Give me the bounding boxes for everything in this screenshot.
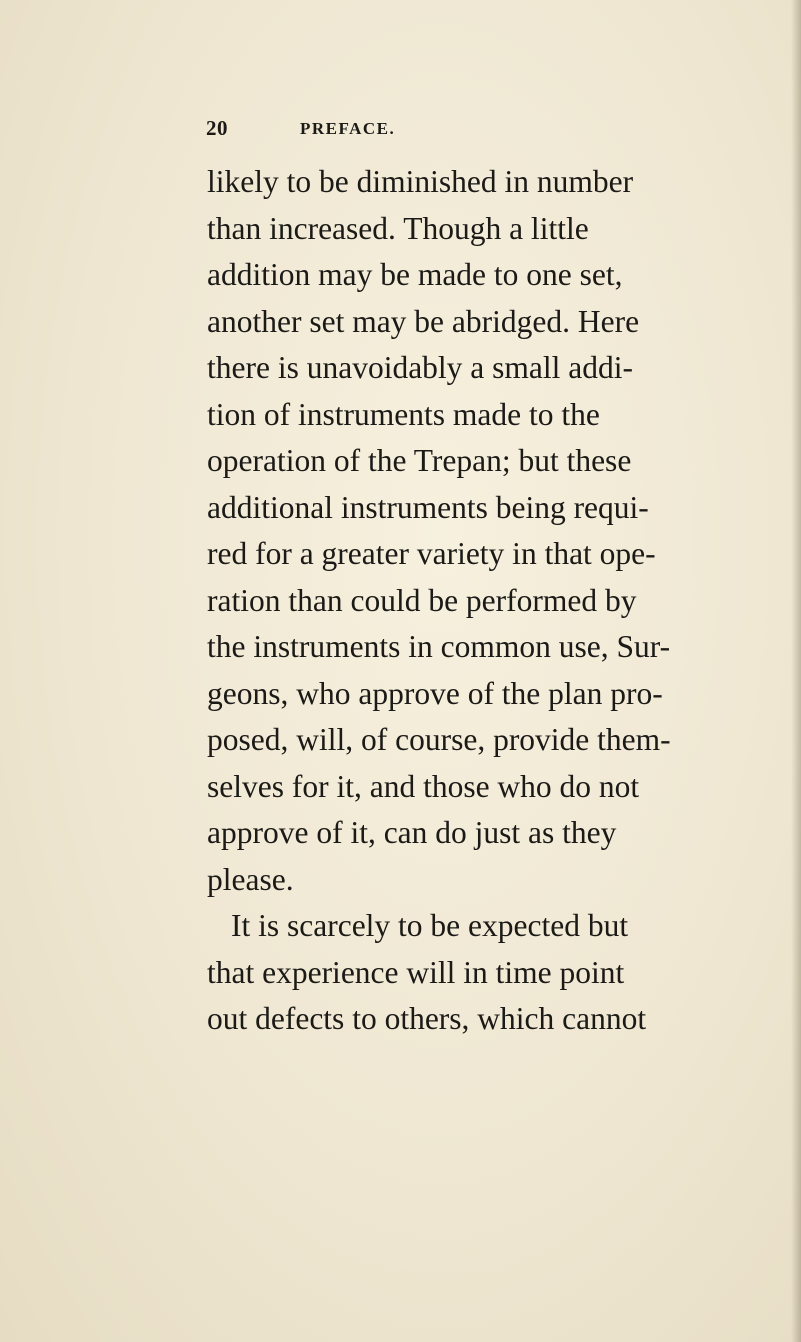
text-line: selves for it, and those who do not bbox=[207, 768, 640, 804]
text-line: that experience will in time point bbox=[207, 954, 625, 990]
text-line: out defects to others, which cannot bbox=[207, 1001, 647, 1036]
page-edge-shadow bbox=[791, 0, 801, 1342]
text-line: additional instruments being requi- bbox=[207, 489, 649, 525]
text-line: another set may be abridged. Here bbox=[207, 303, 640, 339]
text-line: geons, who approve of the plan pro- bbox=[207, 675, 663, 711]
text-line: there is unavoidably a small addi- bbox=[207, 350, 634, 385]
page-number: 20 bbox=[206, 116, 228, 140]
body-text bbox=[207, 159, 747, 1043]
text-line: approve of it, can do just as they bbox=[207, 815, 617, 850]
page-header bbox=[206, 116, 676, 146]
text-line: red for a greater variety in that ope- bbox=[207, 536, 656, 571]
text-line: addition may be made to one set, bbox=[207, 257, 623, 292]
text-line: posed, will, of course, provide them- bbox=[207, 722, 671, 757]
text-line: please. bbox=[207, 861, 294, 897]
text-line: likely to be diminished in number bbox=[207, 164, 634, 199]
running-title: PREFACE. bbox=[300, 119, 396, 138]
text-line: the instruments in common use, Sur- bbox=[207, 629, 671, 664]
text-line: ration than could be performed by bbox=[207, 582, 637, 618]
text-line: tion of instruments made to the bbox=[207, 396, 600, 432]
text-line: It is scarcely to be expected but bbox=[231, 908, 629, 943]
text-line: than increased. Though a little bbox=[207, 210, 589, 246]
text-line: operation of the Trepan; but these bbox=[207, 443, 632, 478]
